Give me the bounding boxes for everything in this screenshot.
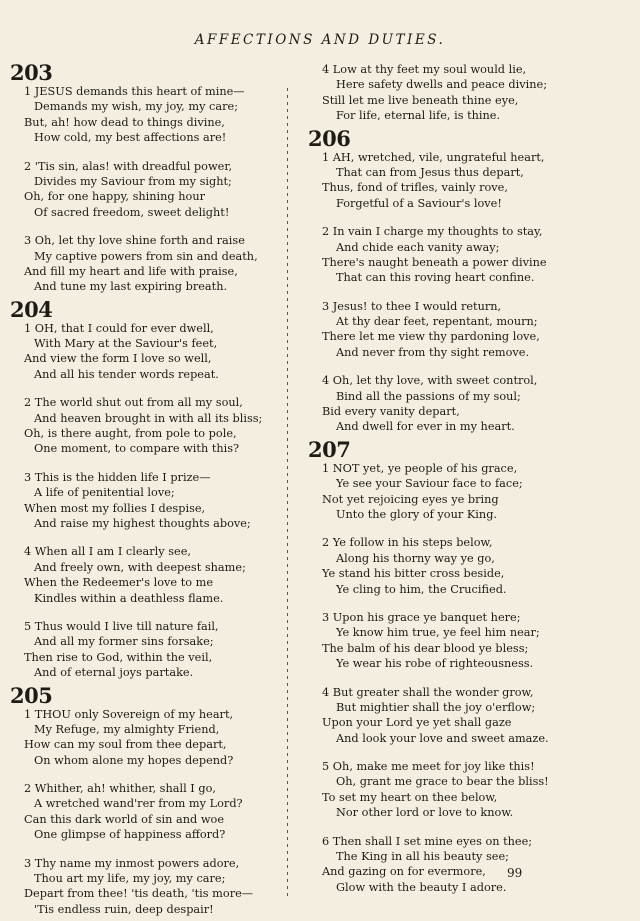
verse-line: And gazing on for evermore, <box>322 865 486 879</box>
verse-line: Oh, for one happy, shining hour <box>24 190 206 204</box>
verse <box>308 299 580 361</box>
verse <box>10 84 272 146</box>
verse-line: And view the form I love so well, <box>24 352 212 366</box>
verse <box>10 544 272 606</box>
verse-line: 4 Oh, let thy love, with sweet control, <box>322 374 538 388</box>
verse <box>10 395 272 457</box>
verse-line: Ye see your Saviour face to face; <box>336 477 523 491</box>
verse-line: My captive powers from sin and death, <box>34 249 258 263</box>
verse-line: 5 Thus would I live till nature fail, <box>24 619 219 633</box>
verse-line: When most my follies I despise, <box>24 501 206 515</box>
verse-line: Glow with the beauty I adore. <box>336 880 507 894</box>
verse-line: 2 'Tis sin, alas! with dreadful power, <box>24 159 233 173</box>
verse-line: And heaven brought in with all its bliss; <box>34 411 263 425</box>
verse-line: Still let me live beneath thine eye, <box>322 93 519 107</box>
hymn-number: 206 <box>308 125 351 151</box>
verse <box>308 834 580 896</box>
verse-line: And look your love and sweet amaze. <box>336 731 549 745</box>
verse-line: Demands my wish, my joy, my care; <box>34 100 238 114</box>
verse-line: How cold, my best affections are! <box>34 131 227 145</box>
left-column <box>10 62 272 921</box>
verse-line: 1 AH, wretched, vile, ungrateful heart, <box>322 150 545 164</box>
verse-line: At thy dear feet, repentant, mourn; <box>336 315 538 329</box>
verse-line: And fill my heart and life with praise, <box>24 264 238 278</box>
verse-line: Bind all the passions of my soul; <box>336 389 521 403</box>
hymn-number: 203 <box>10 60 53 85</box>
verse-line: And tune my last expiring breath. <box>34 280 228 294</box>
hymn-number: 207 <box>308 436 351 462</box>
verse-line: Thus, fond of trifles, vainly rove, <box>322 181 508 195</box>
verse-line: And dwell for ever in my heart. <box>336 420 515 434</box>
verse-line: And all my former sins forsake; <box>34 635 214 649</box>
verse-line: The balm of his dear blood ye bless; <box>322 641 529 655</box>
verse-line: 'Tis endless ruin, deep despair! <box>34 902 214 916</box>
verse-line: But mightier shall the joy o'erflow; <box>336 700 536 714</box>
verse <box>308 535 580 597</box>
hymn <box>10 296 272 681</box>
verse-line: Here safety dwells and peace divine; <box>336 78 548 92</box>
verse-line: 3 Oh, let thy love shine forth and raise <box>24 234 245 248</box>
verse-line: Can this dark world of sin and woe <box>24 812 225 826</box>
verse-line: 1 THOU only Sovereign of my heart, <box>24 707 234 721</box>
verse-line: On whom alone my hopes depend? <box>34 753 234 767</box>
verse-line: Along his thorny way ye go, <box>336 551 495 565</box>
verse-line: 1 JESUS demands this heart of mine— <box>24 85 245 98</box>
verse-line: Not yet rejoicing eyes ye bring <box>322 492 499 506</box>
verse-line: 2 Whither, ah! whither, shall I go, <box>24 782 216 796</box>
verse-line: Ye cling to him, the Crucified. <box>336 582 507 596</box>
column-divider <box>287 88 288 896</box>
verse <box>308 373 580 435</box>
verse-line: Of sacred freedom, sweet delight! <box>34 205 230 219</box>
verse <box>10 159 272 221</box>
page-number: 99 <box>507 866 523 880</box>
verse-line: And freely own, with deepest shame; <box>34 560 246 574</box>
verse-line: Then rise to God, within the veil, <box>24 650 213 664</box>
verse <box>308 224 580 286</box>
verse-line: Bid every vanity depart, <box>322 405 460 419</box>
verse-line: Ye wear his robe of righteousness. <box>336 657 534 671</box>
verse-line: And raise my highest thoughts above; <box>34 516 251 530</box>
hymn <box>308 436 580 895</box>
verse-line: Kindles within a deathless flame. <box>34 591 224 605</box>
verse-line: One glimpse of happiness afford? <box>34 828 226 842</box>
verse-line: 4 Low at thy feet my soul would lie, <box>322 63 527 76</box>
verse-line: Nor other lord or love to know. <box>336 806 514 820</box>
verse-line: 5 Oh, make me meet for joy like this! <box>322 760 535 774</box>
verse <box>10 321 272 383</box>
verse-line: When the Redeemer's love to me <box>24 576 214 590</box>
verse-line: How can my soul from thee depart, <box>24 738 227 752</box>
verse-line: Forgetful of a Saviour's love! <box>336 196 502 210</box>
verse-line: But, ah! how dead to things divine, <box>24 115 225 129</box>
verse-line: For life, eternal life, is thine. <box>336 109 501 123</box>
verse <box>10 233 272 295</box>
verse-line: There's naught beneath a power divine <box>322 255 547 269</box>
verse-line: The King in all his beauty see; <box>336 850 509 864</box>
verse <box>308 610 580 672</box>
verse-line: 3 Upon his grace ye banquet here; <box>322 610 521 624</box>
hymn <box>10 682 272 918</box>
verse-line: And never from thy sight remove. <box>336 345 530 359</box>
verse-line: And of eternal joys partake. <box>34 666 194 680</box>
verse-line: 3 This is the hidden life I prize— <box>24 470 211 484</box>
right-column <box>308 62 580 899</box>
verse-line: To set my heart on thee below, <box>322 790 498 804</box>
verse-line: Thou art my life, my joy, my care; <box>34 872 226 886</box>
hymn-number: 205 <box>10 682 53 708</box>
verse-line: 2 The world shut out from all my soul, <box>24 396 243 410</box>
verse-line: 4 When all I am I clearly see, <box>24 545 192 559</box>
verse-line: There let me view thy pardoning love, <box>322 330 540 344</box>
verse-line: Upon your Lord ye yet shall gaze <box>322 716 512 730</box>
verse <box>10 470 272 532</box>
hymn <box>308 62 580 124</box>
verse-line: My Refuge, my almighty Friend, <box>34 722 220 736</box>
verse <box>10 781 272 843</box>
verse-line: 3 Thy name my inmost powers adore, <box>24 856 240 870</box>
verse-line: A life of penitential love; <box>34 486 175 500</box>
verse-line: And all his tender words repeat. <box>34 367 219 381</box>
verse-line: That can from Jesus thus depart, <box>336 165 524 179</box>
verse-line: Oh, grant me grace to bear the bliss! <box>336 775 549 789</box>
verse-line: 3 Jesus! to thee I would return, <box>322 299 502 313</box>
verse-line: Unto the glory of your King. <box>336 507 498 521</box>
hymn <box>308 125 580 435</box>
verse-line: Divides my Saviour from my sight; <box>34 174 232 188</box>
verse-line: 2 Ye follow in his steps below, <box>322 536 493 550</box>
verse-line: 2 In vain I charge my thoughts to stay, <box>322 225 543 239</box>
hymn <box>10 62 272 295</box>
verse <box>308 685 580 747</box>
verse <box>308 759 580 821</box>
verse-line: Ye know him true, ye feel him near; <box>336 626 540 640</box>
page-header: AFFECTIONS AND DUTIES. <box>194 32 446 48</box>
verse <box>308 461 580 523</box>
verse <box>10 856 272 918</box>
hymn-number: 204 <box>10 296 53 322</box>
verse-line: A wretched wand'rer from my Lord? <box>34 797 243 811</box>
verse-line: That can this roving heart confine. <box>336 271 535 285</box>
verse-line: Depart from thee! 'tis death, 'tis more— <box>24 887 254 901</box>
verse-line: 1 NOT yet, ye people of his grace, <box>322 461 518 475</box>
verse-line: One moment, to compare with this? <box>34 442 240 456</box>
verse <box>10 619 272 681</box>
verse-line: Ye stand his bitter cross beside, <box>322 567 505 581</box>
verse-line: With Mary at the Saviour's feet, <box>34 337 218 351</box>
verse <box>308 62 580 124</box>
verse-line: 6 Then shall I set mine eyes on thee; <box>322 834 533 848</box>
verse <box>308 150 580 212</box>
verse-line: 4 But greater shall the wonder grow, <box>322 685 534 699</box>
verse-line: 1 OH, that I could for ever dwell, <box>24 321 214 335</box>
verse-line: Oh, is there aught, from pole to pole, <box>24 427 237 441</box>
verse <box>10 707 272 769</box>
verse-line: And chide each vanity away; <box>336 240 500 254</box>
